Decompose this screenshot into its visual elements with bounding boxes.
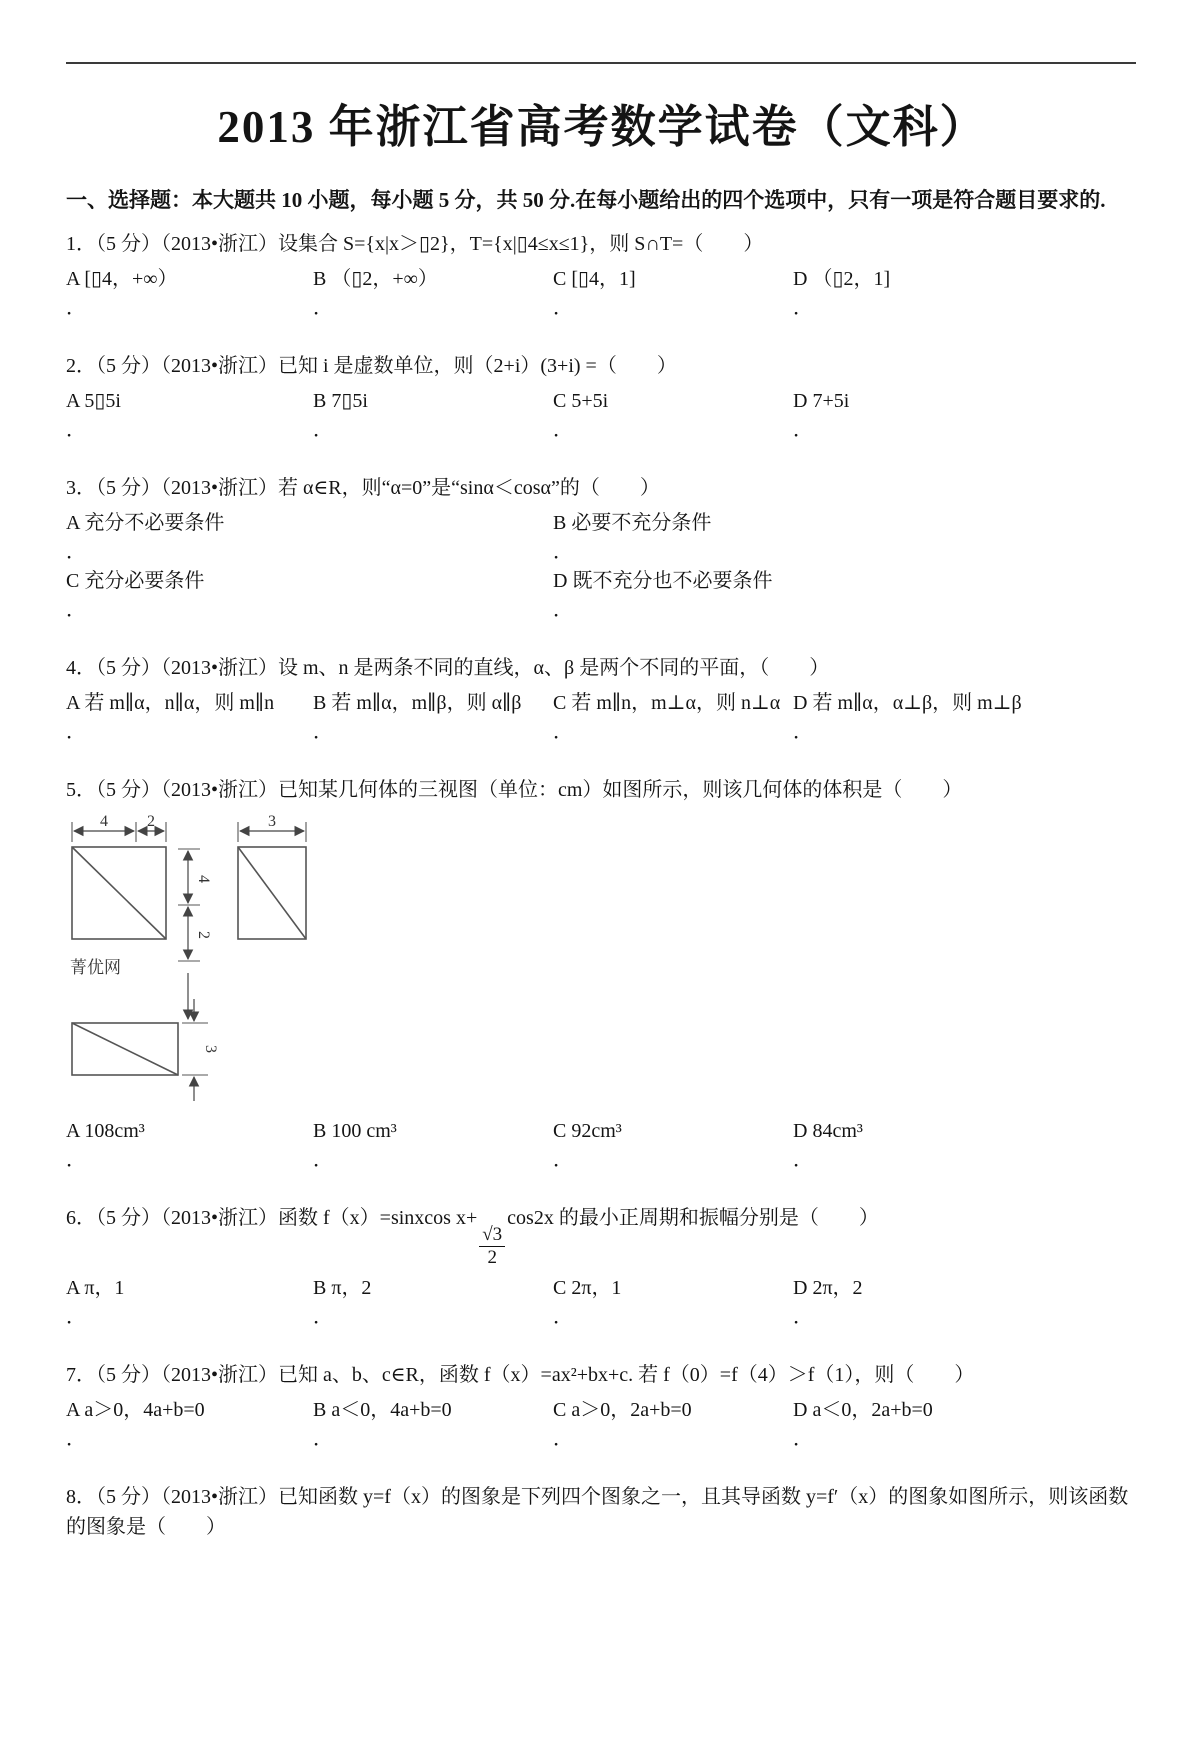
option-7a: A a＞0，4a+b=0 [66, 1398, 205, 1421]
option-1b: B （▯2，+∞） [313, 268, 438, 290]
option-7b: B a＜0，4a+b=0 [313, 1398, 452, 1421]
sqrt3-over-2-fraction [479, 1225, 505, 1268]
question-1-answer-dots [66, 295, 1138, 321]
answer-dot: ． [66, 419, 86, 441]
question-1-stem: 1．（5 分）（2013•浙江）设集合 S={x|x＞▯2}，T={x|▯4≤x≤1}，则 S∩T=（ ） [66, 233, 764, 255]
question-5 [66, 775, 1138, 1173]
question-8 [66, 1482, 1138, 1542]
answer-dot: ． [66, 297, 86, 319]
answer-dot: ． [66, 599, 86, 621]
option-1a: A [▯4，+∞） [66, 268, 178, 290]
answer-dot: ． [793, 419, 813, 441]
option-1d: D （▯2，1] [793, 268, 891, 290]
question-7-stem: 7．（5 分）（2013•浙江）已知 a、b、c∈R，函数 f（x）=ax²+bx+c. 若 f（0）=f（4）＞f（1），则（ ） [66, 1363, 975, 1386]
option-3b: B 必要不充分条件 [553, 512, 712, 534]
option-3d: D 既不充分也不必要条件 [553, 570, 773, 592]
question-6-options [66, 1272, 1138, 1304]
question-6-stem-pre: 6．（5 分）（2013•浙江）函数 f（x）=sinxcos x+ [66, 1207, 478, 1229]
option-5c: C 92cm³ [553, 1120, 622, 1142]
answer-dot: ． [313, 721, 333, 743]
answer-dot: ． [553, 419, 573, 441]
option-4b: B 若 m∥α，m∥β，则 α∥β [313, 692, 522, 714]
question-4-answer-dots [66, 719, 1138, 745]
option-2c: C 5+5i [553, 390, 609, 412]
option-6d: D 2π，2 [793, 1276, 863, 1299]
dim-label-side-width: 3 [268, 813, 276, 830]
dim-label-height-upper: 4 [195, 875, 212, 883]
answer-dot: ． [313, 297, 333, 319]
question-8-stem: 8．（5 分）（2013•浙江）已知函数 y=f（x）的图象是下列四个图象之一，且其导函数 y=f′（x）的图象如图所示，则该函数的图象是（ ） [66, 1485, 1129, 1538]
three-view-figure [66, 813, 1138, 1109]
option-4c: C 若 m∥n，m⊥α，则 n⊥α [553, 692, 781, 714]
option-3a: A 充分不必要条件 [66, 512, 225, 534]
question-4-stem: 4．（5 分）（2013•浙江）设 m、n 是两条不同的直线，α、β 是两个不同的平面，（ ） [66, 657, 830, 679]
option-4d: D 若 m∥α，α⊥β，则 m⊥β [793, 692, 1022, 714]
option-1c: C [▯4，1] [553, 268, 636, 290]
answer-dot: ． [793, 721, 813, 743]
option-2b: B 7▯5i [313, 390, 368, 412]
answer-dot: ． [553, 1305, 573, 1328]
answer-dot: ． [553, 721, 573, 743]
top-view [72, 1023, 178, 1075]
option-5b: B 100 cm³ [313, 1120, 397, 1142]
option-6a: A π，1 [66, 1276, 125, 1299]
section-header: 一、选择题：本大题共 10 小题，每小题 5 分，共 50 分.在每小题给出的四个选项中，只有一项是符合题目要求的. [66, 188, 1106, 212]
question-1-options [66, 263, 1138, 295]
three-view-drawing [66, 813, 386, 1109]
option-3c: C 充分必要条件 [66, 570, 205, 592]
question-3-answer-dots-ab [66, 539, 1138, 565]
dim-label-height-lower: 2 [195, 931, 212, 939]
answer-dot: ． [66, 1149, 86, 1171]
question-3-answer-dots-cd [66, 597, 1138, 623]
question-2-answer-dots [66, 417, 1138, 443]
answer-dot: ． [793, 1149, 813, 1171]
dim-label-top-left: 4 [100, 813, 108, 830]
question-5-answer-dots [66, 1147, 1138, 1173]
answer-dot: ． [793, 1305, 813, 1328]
question-7-options [66, 1394, 1138, 1426]
option-6b: B π，2 [313, 1276, 372, 1299]
answer-dot: ． [553, 1427, 573, 1450]
question-6-answer-dots [66, 1304, 1138, 1330]
page-title: 2013 年浙江省高考数学试卷（文科） [217, 102, 987, 152]
option-4a: A 若 m∥α，n∥α，则 m∥n [66, 692, 275, 714]
answer-dot: ． [66, 541, 86, 563]
answer-dot: ． [313, 1149, 333, 1171]
option-7d: D a＜0，2a+b=0 [793, 1398, 933, 1421]
watermark-text: 菁优网 [70, 958, 121, 977]
question-4-options [66, 687, 1138, 719]
question-7-answer-dots [66, 1426, 1138, 1452]
question-5-stem: 5．（5 分）（2013•浙江）已知某几何体的三视图（单位：cm）如图所示，则该几何体的体积是（ ） [66, 779, 963, 801]
question-2-stem: 2．（5 分）（2013•浙江）已知 i 是虚数单位，则（2+i）(3+i) =（ ） [66, 355, 677, 377]
question-6-stem-post: cos2x 的最小正周期和振幅分别是（ ） [507, 1207, 879, 1229]
side-view [238, 847, 306, 939]
answer-dot: ． [313, 1305, 333, 1328]
answer-dot: ． [66, 721, 86, 743]
header-rule [66, 62, 1136, 64]
question-2-options [66, 385, 1138, 417]
question-3-options-cd [66, 565, 1138, 597]
question-2 [66, 351, 1138, 443]
question-1 [66, 229, 1138, 321]
answer-dot: ． [66, 1427, 86, 1450]
option-7c: C a＞0，2a+b=0 [553, 1398, 692, 1421]
question-7 [66, 1360, 1138, 1452]
dim-label-top-right: 2 [147, 813, 155, 830]
question-3 [66, 473, 1138, 623]
question-6-stem [66, 1203, 1138, 1268]
answer-dot: ． [553, 1149, 573, 1171]
option-5a: A 108cm³ [66, 1120, 145, 1142]
question-5-options [66, 1115, 1138, 1147]
option-6c: C 2π，1 [553, 1276, 622, 1299]
option-2a: A 5▯5i [66, 390, 121, 412]
answer-dot: ． [793, 1427, 813, 1450]
dimension-ticks-right [178, 849, 200, 961]
front-view [72, 847, 166, 939]
answer-dot: ． [553, 297, 573, 319]
answer-dot: ． [313, 1427, 333, 1450]
fraction-numerator: √3 [479, 1225, 505, 1247]
answer-dot: ． [793, 297, 813, 319]
exam-page [0, 62, 1200, 1542]
question-4 [66, 653, 1138, 745]
question-3-options-ab [66, 507, 1138, 539]
question-3-stem: 3．（5 分）（2013•浙江）若 α∈R，则“α=0”是“sinα＜cosα”的（ ） [66, 477, 660, 499]
answer-dot: ． [553, 599, 573, 621]
answer-dot: ． [313, 419, 333, 441]
fraction-denominator: 2 [487, 1246, 497, 1268]
option-5d: D 84cm³ [793, 1120, 863, 1142]
answer-dot: ． [553, 541, 573, 563]
dim-label-top-view-depth: 3 [202, 1045, 219, 1053]
question-6 [66, 1203, 1138, 1330]
answer-dot: ． [66, 1305, 86, 1328]
option-2d: D 7+5i [793, 390, 850, 412]
